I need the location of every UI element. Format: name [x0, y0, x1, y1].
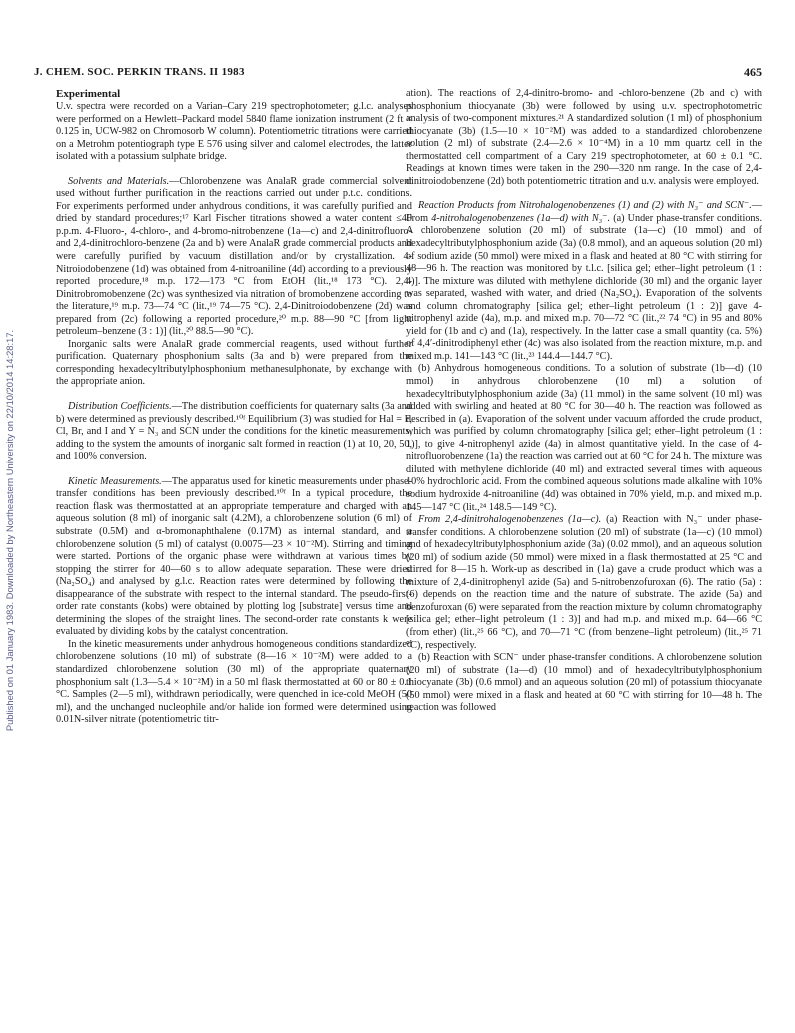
run-in-head-dinitrohalogenobenzenes: From 2,4-dinitrohalogenobenzenes (1a—c). — [418, 514, 602, 526]
page-number: 465 — [744, 65, 762, 79]
paragraph-distribution-body: —The distribution coefficients for quaternary salts (3a and b) were determined as previously described.¹⁰ᶠ Equilibrium (3) was studied for Hal = F, Cl, Br, and I and Y = N₃ and SCN under the conditions for the kinetic measurements, adding to the system the amounts of inorganic salt formed in reaction (1) at 10, 20, 50, and 100% conversion. — [56, 401, 412, 463]
paragraph-continuation: ation). The reactions of 2,4-dinitro-bromo- and -chloro-benzene (2b and c) with phosphonium thiocyanate (3b) were followed by using u.v. spectrophotometric analysis of two-component mixtures.²¹ A standardized solution (1 ml) of phosphonium thiocyanate (3b) (1.5—10 × 10⁻²M) was added to a standardized chlorobenzene solution (2 ml) of substrate (2.4—2.6 × 10⁻⁴M) in a 10 mm quartz cell in the thermostatted cell compartment of a Cary 219 spectrophotometer, at 60 ± 0.1 °C. Readings at known times were taken in the 290—320 nm range. In the case of 2,4-dinitroiodobenzene (2d) both potentiometric titration and u.v. analysis were employed. — [406, 88, 762, 187]
running-head — [34, 66, 762, 82]
paragraph-instruments: U.v. spectra were recorded on a Varian–Cary 219 spectrophotometer; g.l.c. analyses were performed on a Hewlett–Packard model 5840 flame ionization instrument (2 ft × 0.125 in, UCW-982 on Chromosorb W column). Potentiometric titrations were carried on a Metrohm potentiograph type E 576 using silver and calomel electrodes, the latter isolated with a potassium sulphate bridge. — [56, 101, 412, 163]
run-in-head-kinetic: Kinetic Measurements. — [68, 475, 162, 487]
paragraph-distribution — [56, 401, 412, 464]
paragraph-inorganic: Inorganic salts were AnalaR grade commercial reagents, used without further purification. Quaternary phosphonium salts (3a and b) were prepared from the corresponding hexadecyltributylphosphonium methanesulphonate, by exchange with the appropriate anion. — [56, 338, 412, 388]
paragraph-reaction-products: Reaction Products from Nitrohalogenobenzenes (1) and (2) with N₃⁻ and SCN⁻.—From 4-nitrohalogenobenzenes (1a—d) with N₃⁻. (a) Under phase-transfer conditions. A chlorobenzene solution (20 ml) of substrate (1a—c) (10 mmol) and of hexadecyltributylphosphonium azide (3a) (0.8 mmol), and an aqueous solution (20 ml) of sodium azide (50 mmol) were mixed in a flask and heated at 80 °C with stirring for 48—96 h. The reaction was monitored by t.l.c. [silica gel; ether–light petroleum (1 : 4)]. The mixture was diluted with methylene dichloride (30 ml) and the organic layer was separated, washed with water, and dried (Na₂SO₄). Evaporation of the solvents and column chromatography [silica gel; ether–light petroleum (1 : 2)] gave 4-nitrophenyl azide (4a), m.p. and mixed m.p. 70—72 °C (lit.,²² 74 °C) in 95 and 80% yield for (1b and c) and (1a), respectively. In the latter case a small quantity (ca. 5%) of 4,4′-dinitrodiphenyl ether (4c) was also isolated from the reaction mixture, m.p. and mixed m.p. 141—143 °C (lit.,²³ 144.4—144.7 °C). — [406, 200, 763, 362]
section-heading-experimental: Experimental — [56, 88, 121, 100]
paragraph-solvents — [56, 176, 412, 339]
paragraph-anhydrous-conditions: (b) Anhydrous homogeneous conditions. To a solution of substrate (1b—d) (10 mmol) in anhydrous chlorobenzene (10 ml) a solution of hexadecyltributylphosphonium azide (3a) (11 mmol) in the same solvent (10 ml) was added with swirling and heated at 80 °C for 30—40 h. The reaction was followed as described in (a). Evaporation of the solvent under vacuum afforded the crude product, which was purified by column chromatography [silica gel; ether–light petroleum (1 : 1)], to give 4-nitrophenyl azide (4a) in almost quantitative yield. In the case of 4-nitrofluorobenzene (1a) the reaction was carried out at 60 °C for 24 h. The mixture was diluted with methylene dichloride (40 ml) and extracted several times with aqueous 10% hydrochloric acid. From the combined aqueous solutions made alkaline with 10% sodium hydroxide 4-nitroaniline (4d) was obtained in 70% yield, m.p. and mixed m.p. 145—147 °C (lit.,²⁴ 148.5—149 °C). — [406, 363, 762, 513]
paragraph-anhydrous-kinetics: In the kinetic measurements under anhydrous homogeneous conditions standardized chlorobenzene solutions (10 ml) of substrate (8—16 × 10⁻²M) were added to a standardized chlorobenzene solution (30 ml) of the appropriate quaternary phosphonium salt (1.3—5.4 × 10⁻²M) in a 50 ml flask thermostatted at 60 or 80 ± 0.1 °C. Samples (2—5 ml), withdrawn periodically, were quenched in ice-cold MeOH (50 ml), and the unchanged nucleophile and/or halide ion formed were determined using 0.01N-silver nitrate (potentiometric titr- — [56, 638, 412, 726]
paragraph-solvents-body: —Chlorobenzene was AnalaR grade commercial solvent used without further purification in the reactions carried out under p.t.c. conditions. For experiments performed under anhydrous conditions, it was carefully purified and dried by standard procedures;¹⁷ Karl Fischer titrations showed a water content ≤40 p.p.m. 4-Fluoro-, 4-chloro-, and 4-bromo-nitrobenzene (1a—c) and 2,4-dinitrofluoro- and 2,4-dinitrochloro-benzene (2a and b) were AnalaR grade commercial products and were carefully purified by vacuum distillation and/or by crystallization. 4-Nitroiodobenzene (1d) was obtained from 4-nitroaniline (4d) according to a previously reported procedure,¹⁸ m.p. 172—173 °C from EtOH (lit.,¹⁸ 173 °C). 2,4-Dinitrobromobenzene (2c) was synthesized via nitration of bromobenzene according to the literature,¹⁹ m.p. 73—74 °C (lit.,¹⁹ 74—75 °C). 2,4-Dinitroiodobenzene (2d) was prepared from (2c) following a reported procedure,²⁰ m.p. 88—90 °C [from light petroleum–benzene (3 : 1)] (lit.,²⁰ 88.5—90 °C). — [56, 175, 412, 338]
run-in-head-distribution: Distribution Coefficients. — [68, 401, 172, 413]
download-watermark — [2, 160, 18, 900]
paragraph-thiocyanate: (b) Reaction with SCN⁻ under phase-transfer conditions. A chlorobenzene solution (20 ml) of substrate (1a—d) (10 mmol) and of hexadecyltributylphosphonium thiocyanate (3b) (0.6 mmol) and an aqueous solution (20 ml) of potassium thiocyanate (50 mmol) were mixed in a flask and heated at 60 °C with stirring for 10—48 h. The reaction was followed — [406, 652, 762, 714]
left-column — [56, 88, 412, 727]
paragraph-kinetic — [56, 476, 412, 639]
run-in-head-solvents: Solvents and Materials. — [68, 175, 170, 187]
right-column — [406, 88, 762, 715]
paragraph-reaction-products-body: (a) Under phase-transfer conditions. A chlorobenzene solution (20 ml) of substrate (1a—c) (10 mmol) and of hexadecyltributylphosphonium azide (3a) (0.8 mmol), and an aqueous solution (20 ml) of sodium azide (50 mmol) were mixed in a flask and heated at 80 °C with stirring for 48—96 h. The reaction was monitored by t.l.c. [silica gel; ether–light petroleum (1 : 4)]. The mixture was diluted with methylene dichloride (30 ml) and the organic layer was separated, washed with water, and dried (Na₂SO₄). Evaporation of the solvents and column chromatography [silica gel; ether–light petroleum (1 : 2)] gave 4-nitrophenyl azide (4a), m.p. and mixed m.p. 70—72 °C (lit.,²² 74 °C) in 95 and 80% yield for (1b and c) and (1a), respectively. In the latter case a small quantity (ca. 5%) of 4,4′-dinitrodiphenyl ether (4c) was also isolated from the reaction mixture, m.p. and mixed m.p. 141—143 °C (lit.,²³ 144.4—144.7 °C). — [406, 212, 763, 362]
paragraph-dinitrohalogenobenzenes-body: (a) Reaction with N₃⁻ under phase-transfer conditions. A chlorobenzene solution (20 ml) of substrate (1a—c) (10 mmol) and of hexadecyltributylphosphonium azide (3a) (0.02 mmol), and an aqueous solution (20 ml) of sodium azide (50 mmol) were mixed in a flask thermostatted at 25 °C and stirred for 8—15 h. Work-up as described in (1a) gave a crude product which was a mixture of 2,4-dinitrophenyl azide (5a) and 5-nitrobenzofuroxan (6). The ratio (5a) : (6) depends on the reaction time and the nature of substrate. The azide (5a) and benzofuroxan (6) were separated from the reaction mixture by column chromatography [silica gel; ether–light petroleum (1 : 3)] and had m.p. and mixed m.p. 64—66 °C (from ether) (lit.,²⁵ 66 °C), and 70—71 °C (from benzene–light petroleum) (lit.,²⁵ 71 °C), respectively. — [406, 514, 762, 651]
journal-citation: J. CHEM. SOC. PERKIN TRANS. II 1983 — [34, 66, 245, 78]
download-watermark-text: Published on 01 January 1983. Downloaded by Northeastern University on 22/10/2014 14:28:17. — [4, 329, 16, 731]
paragraph-dinitrohalogenobenzenes — [406, 514, 762, 652]
paragraph-kinetic-body: —The apparatus used for kinetic measurements under phase-transfer conditions has been previously described.¹⁰ᶠ In a typical procedure, the reaction flask was thermostatted at an appropriate temperature and charged with an aqueous solution (8 ml) of inorganic salt (4.2M), a chlorobenzene solution (6 ml) of substrate (0.5M) and α-bromonaphthalene (0.17M) as internal standard, and a chlorobenzene solution (5 ml) of catalyst (0.0075—23 × 10⁻²M). Stirring and timing were started. Portions of the organic phase were withdrawn at various times by stopping the stirrer for 40—60 s to allow adequate separation. These were dried (Na₂SO₄) and analysed by g.l.c. Reaction rates were determined by following the disappearance of the substrate with respect to the internal standard. The pseudo-first-order rate constants (kobs) were obtained by plotting log [substrate] versus time and determining the slopes of the straight lines. The second-order rate constants k were evaluated by dividing kobs by the catalyst concentration. — [56, 475, 412, 638]
run-in-subhead-nitrohalogenobenzenes: 4-nitrohalogenobenzenes (1a—d) with N₃⁻. — [431, 212, 611, 224]
run-in-head-reaction-products: Reaction Products from Nitrohalogenobenzenes (1) and (2) with N₃⁻ and SCN⁻. — [418, 200, 752, 212]
